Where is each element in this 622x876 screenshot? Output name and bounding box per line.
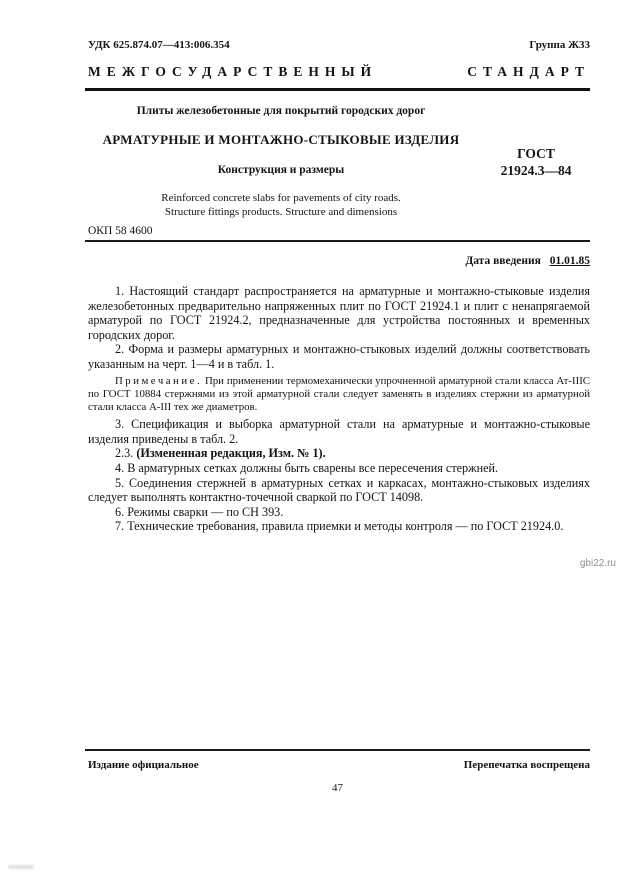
standard-body-text: [88, 284, 590, 534]
document-title-english-line1: Reinforced concrete slabs for pavements of city roads.: [161, 192, 401, 204]
header-thick-rule: [85, 88, 590, 91]
scan-artifact: [8, 865, 34, 869]
paragraph-4: 4. В арматурных сетках должны быть сварены все пересечения стержней.: [115, 460, 499, 475]
document-subtitle: Конструкция и размеры: [217, 164, 345, 176]
document-title-english: [88, 192, 474, 219]
paragraph-2-3-number: 2.3.: [115, 446, 137, 461]
standard-type-word1: МЕЖГОСУДАРСТВЕННЫЙ: [88, 64, 378, 79]
paragraph-3: 3. Спецификация и выборка арматурной стали на арматурные и монтажно-стыковые изделия приведены в табл. 2.: [88, 417, 590, 446]
paragraph-2-3: [88, 446, 590, 461]
paragraph-7: 7. Технические требования, правила приемки и методы контроля — по ГОСТ 21924.0.: [115, 519, 564, 534]
paragraph-6: 6. Режимы сварки — по СН 393.: [115, 504, 284, 519]
footer-rule: [85, 749, 590, 751]
page-number: 47: [332, 782, 343, 794]
document-title: АРМАТУРНЫЕ И МОНТАЖНО-СТЫКОВЫЕ ИЗДЕЛИЯ: [102, 132, 460, 147]
note-text: При применении термомеханически упрочненной арматурной стали класса Ат-IIIC по ГОСТ 10884 стержнями из этой арматурной стали следует заменять в изделиях стержни из арматурной стали класса А-III тех же диаметров.: [88, 374, 590, 413]
note-label: Примечание.: [115, 374, 203, 387]
standard-type-word2: СТАНДАРТ: [467, 64, 590, 79]
official-edition-label: Издание официальное: [88, 759, 199, 771]
gost-number-block: [482, 105, 590, 219]
effective-date-label: Дата введения: [465, 255, 541, 267]
udk-code: УДК 625.874.07—413:006.354: [88, 39, 230, 51]
standard-type-heading: [88, 64, 590, 80]
paragraph-2-3-amendment: (Измененная редакция, Изм. № 1).: [136, 446, 326, 461]
effective-date-value: 01.01.85: [549, 255, 590, 267]
header-thin-rule: [85, 240, 590, 242]
paragraph-1: 1. Настоящий стандарт распространяется на арматурные и монтажно-стыковые изделия железобетонных предварительно напряженных плит по ГОСТ 21924.1 и плит с ненапрягаемой арматурой по ГОСТ 21924.2, предназначенные для устройства постоянных и временных городских дорог.: [88, 284, 590, 342]
document-title-english-line2: Structure fittings products. Structure and dimensions: [164, 205, 398, 218]
paragraph-5: 5. Соединения стержней в арматурных сетках и каркасах, монтажно-стыковых изделиях следует выполнять контактно-точечной сваркой по ГОСТ 14098.: [88, 475, 590, 505]
title-block: [88, 105, 590, 219]
gost-label: ГОСТ: [517, 146, 555, 161]
page-footer: [85, 749, 590, 794]
document-subject: Плиты железобетонные для покрытий городских дорог: [136, 105, 426, 117]
classification-row: [88, 0, 590, 51]
footer-row: [85, 759, 590, 771]
effective-date-row: [88, 255, 590, 267]
paragraph-2: 2. Форма и размеры арматурных и монтажно-стыковых изделий должны соответствовать указанным на черт. 1—4 и в табл. 1.: [88, 342, 590, 371]
page-content: [88, 0, 590, 534]
reprint-forbidden-label: Перепечатка воспрещена: [463, 759, 590, 771]
group-code: Группа Ж33: [529, 39, 590, 51]
gost-number: 21924.3—84: [500, 163, 572, 178]
okp-code: ОКП 58 4600: [88, 225, 153, 237]
note-paragraph: [88, 375, 590, 415]
title-column: [88, 105, 482, 219]
site-watermark: gbi22.ru: [579, 558, 616, 569]
